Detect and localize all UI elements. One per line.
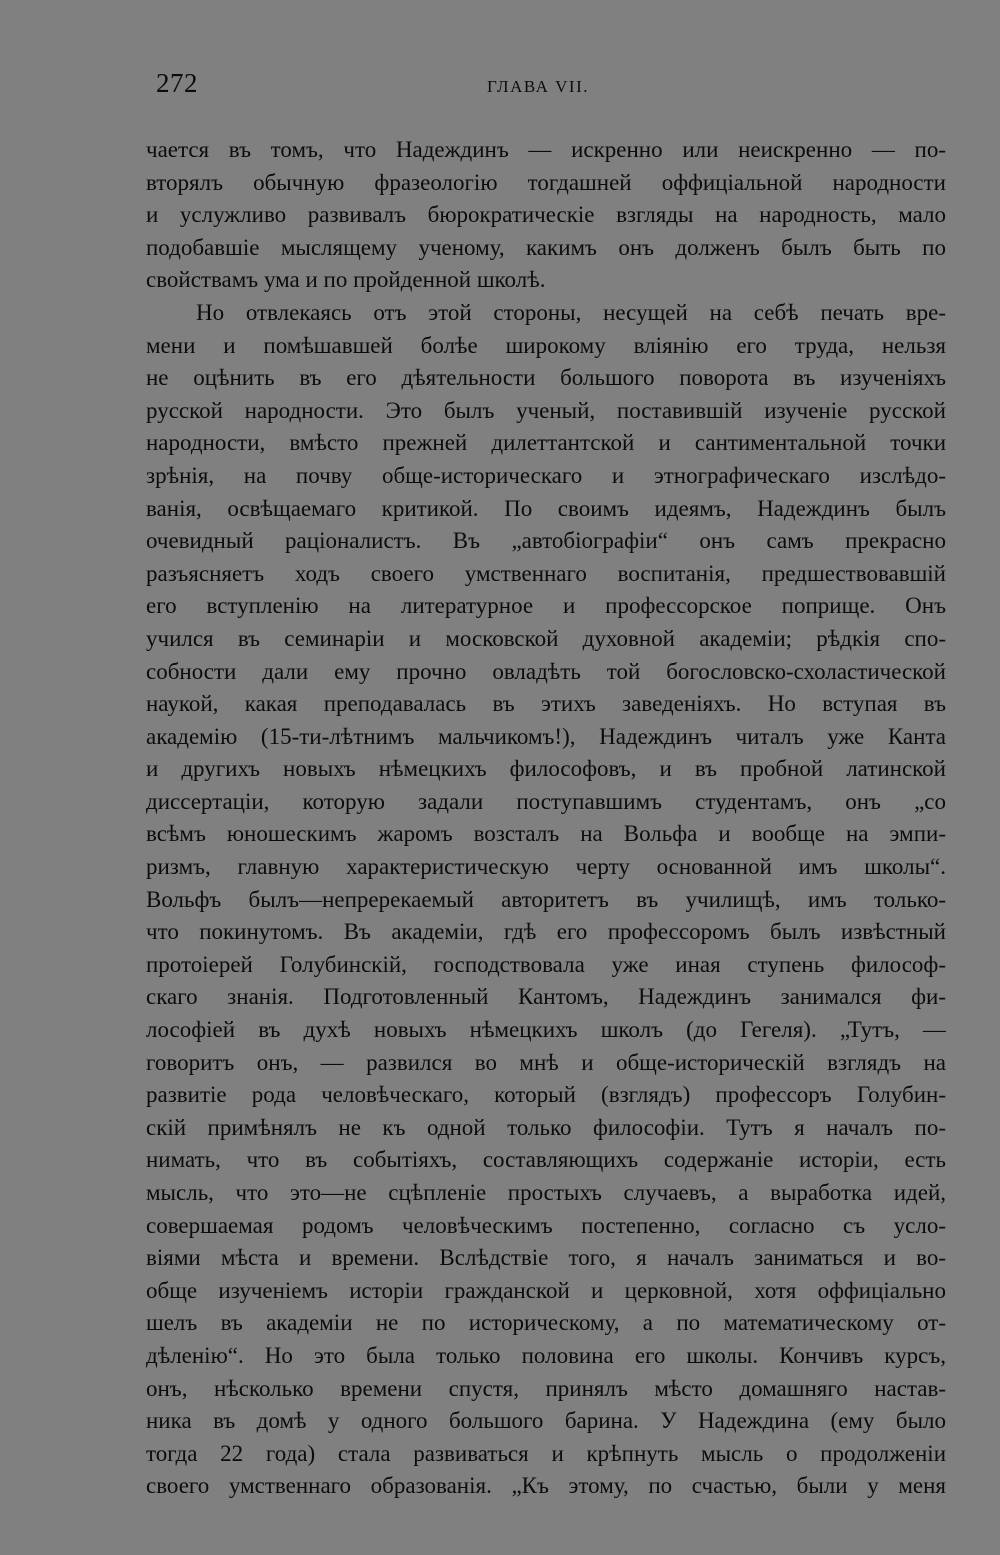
text-line: и услужливо развивалъ бюрократическіе взгляды на народность, мало: [146, 202, 946, 228]
paragraph-first-line: Но отвлекаясь отъ этой стороны, несущей на себѣ печать вре-: [196, 299, 946, 325]
text-line: академію (15-ти-лѣтнимъ мальчикомъ!), Надеждинъ читалъ уже Канта: [146, 723, 946, 749]
text-line: скаго знанія. Подготовленный Кантомъ, Надеждинъ занимался фи-: [146, 984, 946, 1010]
text-line: наукой, какая преподавалась въ этихъ заведеніяхъ. Но вступая въ: [146, 691, 946, 717]
text-line: ванія, освѣщаемаго критикой. По своимъ идеямъ, Надеждинъ былъ: [146, 495, 946, 521]
text-line: своего умственнаго образованія. „Къ этому, по счастью, были у меня: [146, 1473, 946, 1499]
text-line: народности, вмѣсто прежней дилеттантской и сантиментальной точки: [146, 430, 946, 456]
text-line: учился въ семинаріи и московской духовной академіи; рѣдкія спо-: [146, 625, 946, 651]
text-line: скій примѣнялъ не къ одной только философіи. Тутъ я началъ по-: [146, 1114, 946, 1140]
text-line: собности дали ему прочно овладѣть той богословско-схоластической: [146, 658, 946, 684]
text-line: ника въ домѣ у одного большого барина. У Надеждина (ему было: [146, 1408, 946, 1434]
text-line: всѣмъ юношескимъ жаромъ возсталъ на Вольфа и вообще на эмпи-: [146, 821, 946, 847]
text-line: віями мѣста и времени. Вслѣдствіе того, я началъ заниматься и во-: [146, 1245, 946, 1271]
text-line: и другихъ новыхъ нѣмецкихъ философовъ, и въ пробной латинской: [146, 756, 946, 782]
text-line: протоіерей Голубинскій, господствовала уже иная ступень философ-: [146, 951, 946, 977]
text-line: мысль, что это—не сцѣпленіе простыхъ случаевъ, а выработка идей,: [146, 1180, 946, 1205]
text-line: тогда 22 года) стала развиваться и крѣпнуть мысль о продолженіи: [146, 1440, 946, 1466]
text-line: чается въ томъ, что Надеждинъ — искренно или неискренно — по-: [146, 137, 946, 162]
text-line: зрѣнія, на почву обще-историческаго и этнографическаго изслѣдо-: [146, 462, 946, 488]
text-line: шелъ въ академіи не по историческому, а по математическому от-: [146, 1310, 946, 1336]
paragraph-end-line: свойствамъ ума и по пройденной школѣ.: [146, 267, 546, 293]
text-line: онъ, нѣсколько времени спустя, принялъ мѣсто домашняго настав-: [146, 1375, 946, 1401]
page-number: 272: [156, 68, 198, 98]
page-header: [156, 68, 946, 108]
text-line: развитіе рода человѣческаго, который (взглядъ) профессоръ Голубин-: [146, 1082, 946, 1108]
text-line: подобавшіе мыслящему ученому, какимъ онъ долженъ былъ быть по: [146, 234, 946, 260]
text-line: совершаемая родомъ человѣческимъ постепенно, согласно съ усло-: [146, 1212, 946, 1238]
running-head: ГЛАВА VII.: [487, 77, 590, 96]
text-line: разъясняетъ ходъ своего умственнаго воспитанія, предшествовавшій: [146, 560, 946, 586]
text-line: ризмъ, главную характеристическую черту основанной имъ школы“.: [146, 854, 946, 880]
text-line: лософіей въ духѣ новыхъ нѣмецкихъ школъ (до Гегеля). „Тутъ, —: [146, 1017, 946, 1043]
text-line: мени и помѣшавшей болѣе широкому вліянію его труда, нельзя: [146, 332, 946, 358]
text-line: Вольфъ былъ—непререкаемый авторитетъ въ училищѣ, имъ только-: [146, 886, 946, 912]
text-line: говоритъ онъ, — развился во мнѣ и обще-историческій взглядъ на: [146, 1049, 946, 1075]
text-line: вторялъ обычную фразеологію тогдашней оффиціальной народности: [146, 169, 946, 195]
text-line: обще изученіемъ исторіи гражданской и церковной, хотя оффиціально: [146, 1277, 946, 1303]
text-line: русской народности. Это былъ ученый, поставившій изученіе русской: [146, 397, 946, 423]
text-line: нимать, что въ событіяхъ, составляющихъ содержаніе исторіи, есть: [146, 1147, 946, 1173]
text-line: очевидный раціоналистъ. Въ „автобіографіи“ онъ самъ прекрасно: [146, 528, 946, 554]
text-line: дѣленію“. Но это была только половина его школы. Кончивъ курсъ,: [146, 1342, 946, 1368]
text-line: его вступленію на литературное и профессорское поприще. Онъ: [146, 593, 946, 619]
text-line: диссертаціи, которую задали поступавшимъ студентамъ, онъ „со: [146, 788, 946, 814]
text-line: что покинутомъ. Въ академіи, гдѣ его профессоромъ былъ извѣстный: [146, 919, 946, 945]
page-body-text: [146, 134, 946, 1503]
text-line: не оцѣнить въ его дѣятельности большого поворота въ изученіяхъ: [146, 365, 946, 391]
